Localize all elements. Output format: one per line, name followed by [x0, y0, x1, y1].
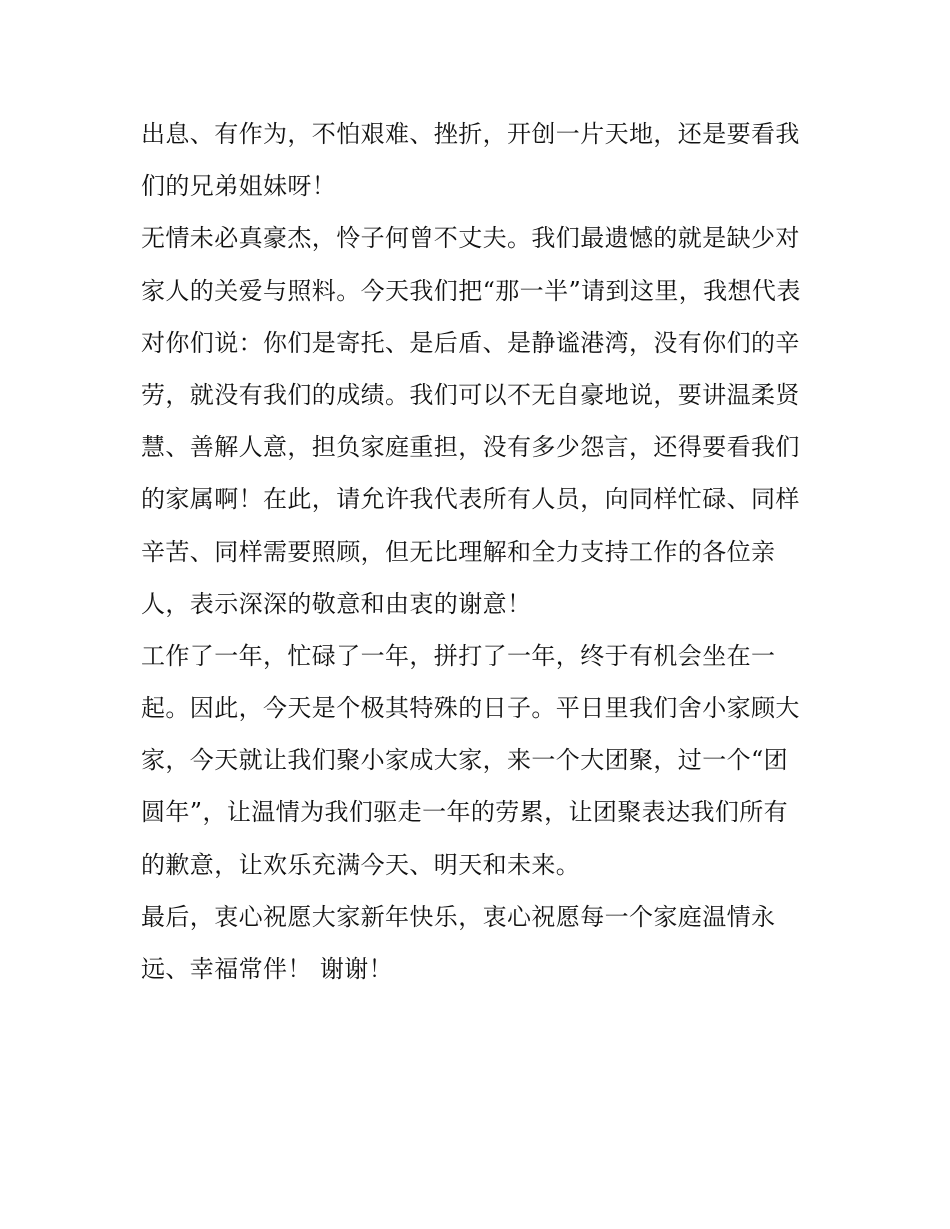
text-line: 家人的关爱与照料。今天我们把“那一半”请到这里，我想代表 [141, 276, 801, 305]
text-line: 远、幸福常伴！ 谢谢！ [141, 955, 394, 983]
paragraph-4 [141, 891, 821, 995]
text-line: 无情未必真豪杰，怜子何曾不丈夫。我们最遗憾的就是缺少对 [141, 224, 800, 253]
text-line: 们的兄弟姐妹呀！ [141, 172, 337, 201]
text-line: 人，表示深深的敬意和由衷的谢意！ [141, 589, 532, 618]
text-line: 家，今天就让我们聚小家成大家，来一个大团聚，过一个“团 [141, 746, 789, 775]
paragraph-1 [141, 108, 821, 212]
text-line: 最后，衷心祝愿大家新年快乐，衷心祝愿每一个家庭温情永 [141, 902, 776, 931]
paragraph-3 [141, 630, 821, 891]
text-line: 工作了一年，忙碌了一年，拼打了一年，终于有机会坐在一 [141, 641, 776, 670]
text-line: 对你们说：你们是寄托、是后盾、是静谧港湾，没有你们的辛 [141, 328, 800, 357]
text-line: 的家属啊！在此，请允许我代表所有人员，向同样忙碌、同样 [141, 485, 800, 514]
paragraph-2 [141, 212, 821, 630]
text-line: 的歉意，让欢乐充满今天、明天和未来。 [141, 850, 581, 879]
text-line: 劳，就没有我们的成绩。我们可以不无自豪地说，要讲温柔贤 [141, 380, 800, 409]
text-line: 辛苦、同样需要照顾，但无比理解和全力支持工作的各位亲 [141, 537, 776, 566]
text-line: 慧、善解人意，担负家庭重担，没有多少怨言，还得要看我们 [141, 433, 800, 462]
document-body [141, 108, 821, 995]
text-line: 起。因此，今天是个极其特殊的日子。平日里我们舍小家顾大 [141, 694, 800, 723]
text-line: 出息、有作为，不怕艰难、挫折，开创一片天地，还是要看我 [141, 120, 800, 148]
text-line: 圆年”，让温情为我们驱走一年的劳累，让团聚表达我们所有 [141, 798, 789, 827]
